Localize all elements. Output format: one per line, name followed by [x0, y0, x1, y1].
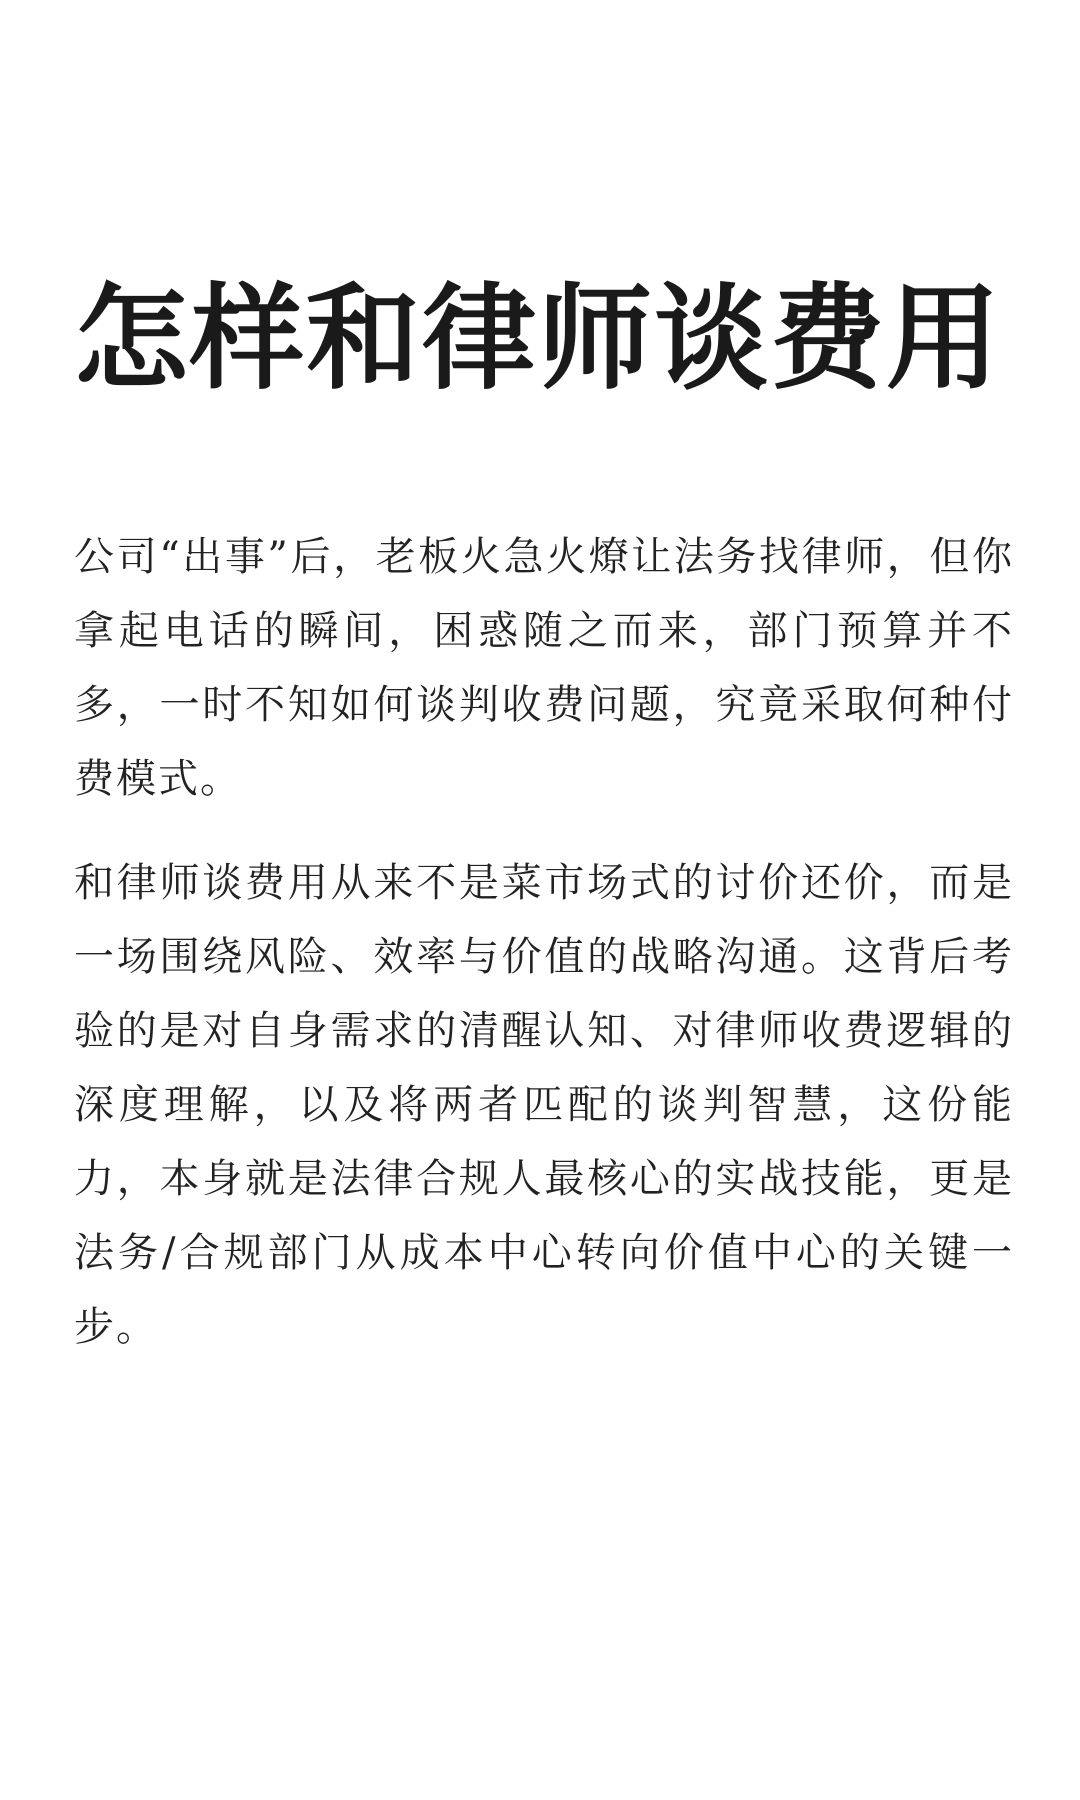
paragraph-intro: 公司“出事”后，老板火急火燎让法务找律师，但你拿起电话的瞬间，困惑随之而来，部门预算并不多，一时不知如何谈判收费问题，究竟采取何种付费模式。	[74, 534, 1014, 802]
paragraph-main: 和律师谈费用从来不是菜市场式的讨价还价，而是一场围绕风险、效率与价值的战略沟通。这背后考验的是对自身需求的清醒认知、对律师收费逻辑的深度理解，以及将两者匹配的谈判智慧，这份能力，本身就是法律合规人最核心的实战技能，更是法务/合规部门从成本中心转向价值中心的关键一步。	[74, 860, 1014, 1350]
article-title: 怎样和律师谈费用	[74, 271, 1003, 405]
